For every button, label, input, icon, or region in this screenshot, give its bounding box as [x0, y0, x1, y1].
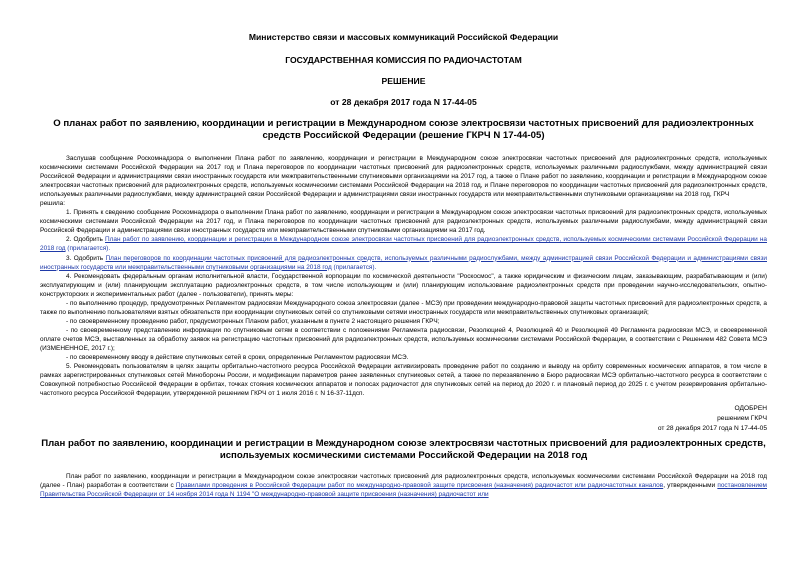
- bullet-4: - по своевременному вводу в действие спутниковых сетей в сроки, определенные Регламентом радиосвязи МСЭ.: [66, 354, 409, 362]
- plan-works-link[interactable]: План работ по заявлению, координации и регистрации в Международном союзе электросвязи частотных присвоений для радиоэлектронных средств, используемых космическими системами Российской Федерации на 2018 год: [40, 236, 767, 253]
- decision-title: О планах работ по заявлению, координации и регистрации в Международном союзе электросвязи частотных присвоений для радиоэлектронных средств Российской Федерации (решение ГКРЧ N 17-44-05): [53, 118, 754, 141]
- bullet-2: - по своевременному проведению работ, предусмотренных Планом работ, указанным в пункте 2 настоящего решения ГКРЧ;: [66, 317, 440, 325]
- approval-line-1: ОДОБРЕН: [734, 405, 767, 413]
- plan-para-middle: , утвержденными: [663, 482, 718, 490]
- approval-line-2: решением ГКРЧ: [717, 415, 767, 423]
- item-2-attached-note[interactable]: (прилагается).: [65, 245, 111, 253]
- plan-title: План работ по заявлению, координации и регистрации в Международном союзе электросвязи частотных присвоений для радиоэлектронных средств, используемых космическими системами Российской Федерации на 2018 год: [41, 438, 766, 462]
- plan-negotiations-link[interactable]: План переговоров по координации частотных присвоений для радиоэлектронных средств, используемых различными радиослужбами, между администрацией связи Российской Федерации и администрациями связи иностранных государств или межправительственными спутниковыми организациями на 2018 год: [40, 254, 767, 271]
- rules-link[interactable]: Правилами проведения в Российской Федерации работ по международно-правовой защите присвоения (назначения) радиочастот или радиочастотных каналов: [175, 482, 664, 490]
- bullet-1: - по выполнению процедур, предусмотренных Регламентом радиосвязи Международного союза электросвязи (далее - МСЭ) при проведении международно-правовой защиты частотных присвоений для радиоэлектронных средств, а также по выполнению пользователями взятых обязательств при координации спутниковых сетей со спутниковыми сетями иностранных государств или межправительственных спутниковых организаций;: [40, 299, 767, 316]
- item-2-prefix: 2. Одобрить: [66, 236, 106, 244]
- approval-line-3: от 28 декабря 2017 года N 17-44-05: [657, 425, 767, 433]
- government-decree-link[interactable]: постановлением Правительства Российской Федерации от 14 ноября 2014 года N 1194 "О международно-правовой защите присвоения (назначения) радиочастот или: [40, 482, 767, 499]
- item-3: [40, 254, 767, 272]
- item-3-prefix: 3. Одобрить: [66, 254, 106, 262]
- resolved-label: решила:: [40, 200, 66, 208]
- plan-paragraph: [40, 472, 767, 499]
- item-3-attached-note[interactable]: (прилагается).: [331, 263, 377, 271]
- item-2: [40, 235, 767, 253]
- decision-date-number: от 28 декабря 2017 года N 17-44-05: [330, 97, 477, 107]
- item-4: 4. Рекомендовать федеральным органам исполнительной власти, Государственной корпорации по космической деятельности "Роскосмос", а также юридическим и физическим лицам, заказывающим, разрабатывающим и (или) эксплуатирующим и (или) планирующим эксплуатацию радиоэлектронных средств, в том числе использующим и (или) планирующим использование радиоэлектронных средств при проведении научно-исследовательских, опытно-конструкторских и экспериментальных работ (далее - пользователи), принять меры:: [40, 272, 767, 298]
- commission-heading: ГОСУДАРСТВЕННАЯ КОМИССИЯ ПО РАДИОЧАСТОТАМ: [285, 55, 522, 65]
- ministry-heading: Министерство связи и массовых коммуникаций Российской Федерации: [248, 32, 559, 42]
- item-1: 1. Принять к сведению сообщение Роскомнадзора о выполнении Плана работ по заявлению, координации и регистрации в Международном союзе электросвязи частотных присвоений для радиоэлектронных средств, используемых космическими системами Российской Федерации на 2017 год, и Плана переговоров по координации частотных присвоений для радиоэлектронных средств, используемых различными радиослужбами, между администрацией связи Российской Федерации и администрациями связи иностранных государств или межправительственными спутниковыми организациями на 2017 год.: [40, 209, 767, 235]
- approval-block: [40, 404, 767, 434]
- item-5: 5. Рекомендовать пользователям в целях защиты орбитально-частотного ресурса Российской Федерации активизировать проведение работ по созданию и выводу на орбиту современных космических аппаратов, в том числе в рамках зарегистрированных спутниковых сетей Минобороны России, и модификации параметров ранее заявленных спутниковых сетей, а также по перезаявлению в Бюро радиосвязи МСЭ орбитально-частотного ресурса в соответствии с Совокупной потребностью Российской Федерации в орбитах, точках стояния космических аппаратов и полосах радиочастот для спутниковых сетей на период до 2020 г. и плановый период до 2025 г. с учетом резервирования орбитально-частотного ресурса Российской Федерации, утвержденной решением ГКРЧ от 1 июля 2016 г. N 16-37-11дсп.: [40, 363, 767, 398]
- bullet-3: - по своевременному представлению информации по спутниковым сетям в соответствии с положениями Регламента радиосвязи, Резолюцией 4, Резолюцией 40 и Резолюцией 49 Регламента радиосвязи МСЭ, и своевременной оплате счетов МСЭ, выставленных за обработку заявок на регистрацию частотных присвоений для радиоэлектронных средств, используемых космическими системами Российской Федерации, в соответствии с Решением 482 Совета МСЭ (ИЗМЕНЕННОЕ, 2017 г.);: [40, 326, 767, 352]
- decision-label: РЕШЕНИЕ: [381, 76, 426, 86]
- intro-paragraph: Заслушав сообщение Роскомнадзора о выполнении Плана работ по заявлению, координации и регистрации в Международном союзе электросвязи частотных присвоений для радиоэлектронных средств, используемых космическими системами Российской Федерации на 2017 год и Плана переговоров по координации частотных присвоений для радиоэлектронных средств, используемых различными радиослужбами, между администрацией связи Российской Федерации и администрациями связи иностранных государств или межправительственными спутниковыми организациями на 2017 год, а также о Плане работ по заявлению, координации и регистрации в Международном союзе электросвязи частотных присвоений для радиоэлектронных средств, используемых космическими системами Российской Федерации на 2018 год, и Плане переговоров по координации частотных присвоений для радиоэлектронных средств, используемых различными радиослужбами, между администрацией связи Российской Федерации и администрациями связи иностранных государств или межправительственными спутниковыми организациями на 2018 год, ГКРЧ: [40, 155, 767, 199]
- plan-para-prefix: План работ по заявлению, координации и регистрации в Международном союзе электросвязи частотных присвоений для радиоэлектронных средств, используемых космическими системами Российской Федерации на 2018 год (далее - План) разработан в соответствии с: [40, 473, 767, 490]
